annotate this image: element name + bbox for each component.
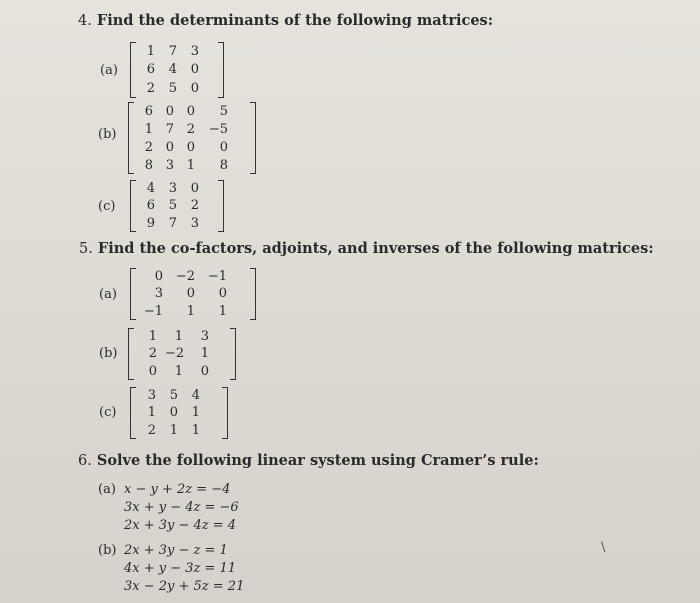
matrix-entry: 3 xyxy=(190,43,199,59)
matrix-entry: 1 xyxy=(174,329,183,345)
matrix-entry: 2 xyxy=(190,198,199,214)
q5-number: 5. xyxy=(79,241,93,257)
q5c-label: (c) xyxy=(99,405,117,420)
matrix-entry: 1 xyxy=(148,329,157,345)
matrix-entry: 1 xyxy=(174,363,183,379)
matrix-entry: 3 xyxy=(165,157,174,173)
matrix-entry: 0 xyxy=(218,286,227,302)
q5-heading xyxy=(79,240,654,257)
matrix-entry: 0 xyxy=(200,363,209,379)
matrix-entry: 1 xyxy=(144,121,153,137)
matrix-entry: 9 xyxy=(146,215,155,231)
matrix-entry: 3 xyxy=(190,215,199,231)
matrix-entry: 2 xyxy=(186,121,195,137)
q4b-matrix xyxy=(128,102,256,174)
matrix-entry: 2 xyxy=(144,139,153,155)
matrix-entry: 1 xyxy=(191,422,200,438)
matrix-entry: 5 xyxy=(168,198,177,214)
pen-mark: \ xyxy=(601,540,606,555)
q6a-equation-1: x − y + 2z = −4 xyxy=(124,482,231,497)
q5b-matrix xyxy=(128,328,236,380)
matrix-entry: 0 xyxy=(165,103,174,119)
matrix-entry: 0 xyxy=(154,269,163,285)
matrix-entry: 7 xyxy=(168,43,177,59)
q4-number: 4. xyxy=(78,13,92,29)
q6b-label: (b) xyxy=(98,543,117,558)
matrix-entry: 2 xyxy=(147,422,156,438)
matrix-entry: −2 xyxy=(175,269,195,285)
matrix-entry: 1 xyxy=(218,303,227,319)
matrix-entry: 2 xyxy=(148,346,157,362)
matrix-entry: 4 xyxy=(191,388,200,404)
matrix-entry: 4 xyxy=(146,181,155,197)
matrix-entry: 7 xyxy=(165,121,174,137)
matrix-entry: 1 xyxy=(146,43,155,59)
matrix-entry: 3 xyxy=(154,286,163,302)
matrix-entry: 5 xyxy=(219,103,228,119)
matrix-entry: 1 xyxy=(186,157,195,173)
matrix-entry: 0 xyxy=(186,139,195,155)
matrix-entry: 8 xyxy=(219,157,228,173)
matrix-entry: −1 xyxy=(207,269,227,285)
q4-title: Find the determinants of the following matrices: xyxy=(96,12,494,29)
q5-title: Find the co-factors, adjoints, and inverses of the following matrices: xyxy=(97,240,654,257)
matrix-entry: 0 xyxy=(148,363,157,379)
q6a-label: (a) xyxy=(98,482,116,497)
matrix-entry: 3 xyxy=(168,181,177,197)
q5a-matrix xyxy=(130,268,256,320)
matrix-entry: 6 xyxy=(146,198,155,214)
matrix-entry: 1 xyxy=(186,303,195,319)
matrix-entry: 5 xyxy=(168,81,177,97)
matrix-entry: 8 xyxy=(144,157,153,173)
matrix-entry: −2 xyxy=(165,346,185,362)
q6-number: 6. xyxy=(78,453,92,469)
matrix-entry: 3 xyxy=(147,388,156,404)
matrix-entry: 2 xyxy=(146,81,155,97)
matrix-entry: 0 xyxy=(169,405,178,421)
q4a-label: (a) xyxy=(100,63,118,78)
matrix-entry: 4 xyxy=(168,62,177,78)
matrix-entry: 0 xyxy=(186,103,195,119)
q5a-label: (a) xyxy=(99,287,117,302)
matrix-entry: 1 xyxy=(191,405,200,421)
matrix-entry: 1 xyxy=(169,422,178,438)
matrix-entry: 5 xyxy=(169,388,178,404)
matrix-entry: 6 xyxy=(146,62,155,78)
matrix-entry: 0 xyxy=(219,139,228,155)
matrix-entry: 3 xyxy=(200,329,209,345)
matrix-entry: 6 xyxy=(144,103,153,119)
matrix-entry: 7 xyxy=(168,215,177,231)
matrix-entry: 0 xyxy=(190,62,199,78)
matrix-entry: −5 xyxy=(208,121,228,137)
q6-heading xyxy=(78,452,539,469)
q5c-matrix xyxy=(130,387,228,439)
q4c-label: (c) xyxy=(98,199,116,214)
q6-title: Solve the following linear system using Cramer’s rule: xyxy=(96,452,539,469)
q6b-equation-3: 3x − 2y + 5z = 21 xyxy=(124,579,245,594)
q6b-equation-2: 4x + y − 3z = 11 xyxy=(124,561,237,576)
matrix-entry: 0 xyxy=(186,286,195,302)
q4b-label: (b) xyxy=(98,127,117,142)
q4a-matrix xyxy=(130,42,224,98)
q6a-equation-2: 3x + y − 4z = −6 xyxy=(124,500,239,515)
matrix-entry: 0 xyxy=(190,181,199,197)
matrix-entry: 1 xyxy=(200,346,209,362)
q4-heading xyxy=(78,12,493,29)
matrix-entry: 0 xyxy=(190,81,199,97)
q5b-label: (b) xyxy=(99,346,118,361)
q6b-equation-1: 2x + 3y − z = 1 xyxy=(124,543,228,558)
matrix-entry: −1 xyxy=(143,303,163,319)
matrix-entry: 1 xyxy=(147,405,156,421)
q4c-matrix xyxy=(130,180,224,232)
matrix-entry: 0 xyxy=(165,139,174,155)
q6a-equation-3: 2x + 3y − 4z = 4 xyxy=(124,518,237,533)
